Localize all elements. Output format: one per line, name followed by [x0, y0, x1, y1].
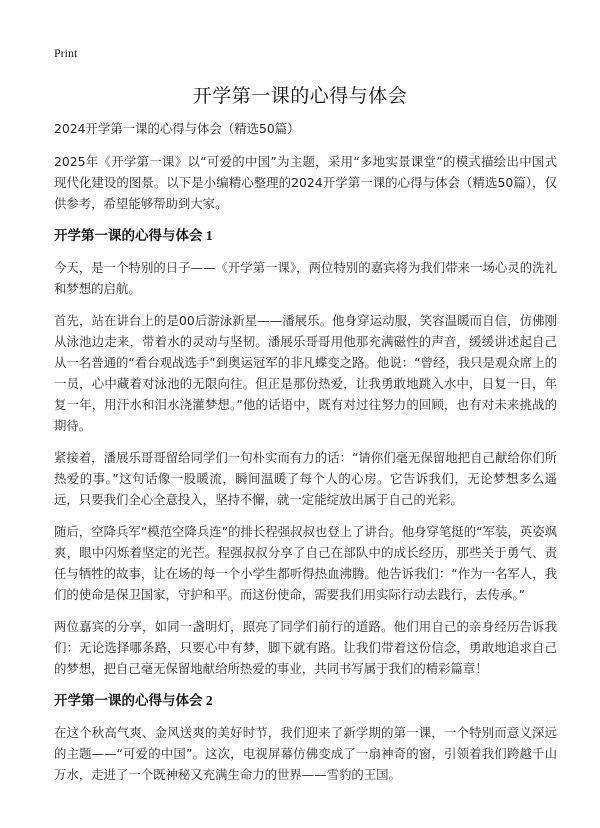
document-body [54, 118, 557, 796]
paragraph: 紧接着，潘展乐哥哥留给同学们一句朴实而有力的话：“请你们毫无保留地把自己献给你们所热爱的事。”这句话像一股暖流，瞬间温暖了每个人的心房。它告诉我们，无论梦想多么遥远，只要我们全心全意投入，坚持不懈，就一定能绽放出属于自己的光彩。 [54, 450, 557, 507]
page-title: 开学第一课的心得与体会 [192, 85, 408, 107]
section-heading: 开学第一课的心得与体会 2 [54, 693, 213, 708]
paragraph: 在这个秋高气爽、金风送爽的美好时节，我们迎来了新学期的第一课，一个特别而意义深远的主题——“可爱的中国”。这次，电视屏幕仿佛变成了一扇神奇的窗，引领着我们跨越千山万水，走进了一个既神秘又充满生命力的世界——雪豹的王国。 [54, 725, 557, 782]
print-link[interactable]: Print [54, 46, 78, 60]
paragraph: 随后，空降兵军“模范空降兵连”的排长程强叔叔也登上了讲台。他身穿笔挺的“军装，英姿飒爽，眼中闪烁着坚定的光芒。程强叔叔分享了自己在部队中的成长经历，那些关于勇气、责任与牺牲的故事，让在场的每一个小学生都听得热血沸腾。他告诉我们：“作为一名军人，我们的使命是保卫国家，守护和平。而这份使命，需要我们用实际行动去践行，去传承。” [54, 524, 557, 602]
paragraph: 两位嘉宾的分享，如同一盏明灯，照亮了同学们前行的道路。他们用自己的亲身经历告诉我们：无论选择哪条路，只要心中有梦，脚下就有路。让我们带着这份信念，勇敢地追求自己的梦想，把自己毫无保留地献给所热爱的事业，共同书写属于我们的精彩篇章！ [54, 619, 557, 676]
section-1 [54, 225, 557, 679]
paragraph: 今天，是一个特别的日子——《开学第一课》，两位特别的嘉宾将为我们带来一场心灵的洗礼和梦想的启航。 [54, 260, 557, 296]
section-heading: 开学第一课的心得与体会 1 [54, 228, 213, 243]
intro-paragraph: 2025年《开学第一课》以“可爱的中国”为主题，采用“多地实景课堂”的模式描绘出中国式现代化建设的图景。以下是小编精心整理的2024开学第一课的心得与体会（精选50篇），仅供参考，希望能够帮助到大家。 [54, 154, 557, 211]
paragraph: 首先，站在讲台上的是00后游泳新星——潘展乐。他身穿运动服，笑容温暖而自信，仿佛刚从泳池边走来，带着水的灵动与坚韧。潘展乐哥哥用他那充满磁性的声音，缓缓讲述起自己从一名普通的“看台观战选手”到奥运冠军的非凡蝶变之路。他说：“曾经，我只是观众席上的一员，心中藏着对泳池的无限向往。但正是那份热爱，让我勇敢地跳入水中，日复一日，年复一年，用汗水和泪水浇灌梦想。”他的话语中，既有对过往努力的回顾，也有对未来挑战的期待。 [54, 313, 557, 433]
document-subtitle: 2024开学第一课的心得与体会（精选50篇） [54, 121, 300, 136]
section-2 [54, 690, 557, 785]
